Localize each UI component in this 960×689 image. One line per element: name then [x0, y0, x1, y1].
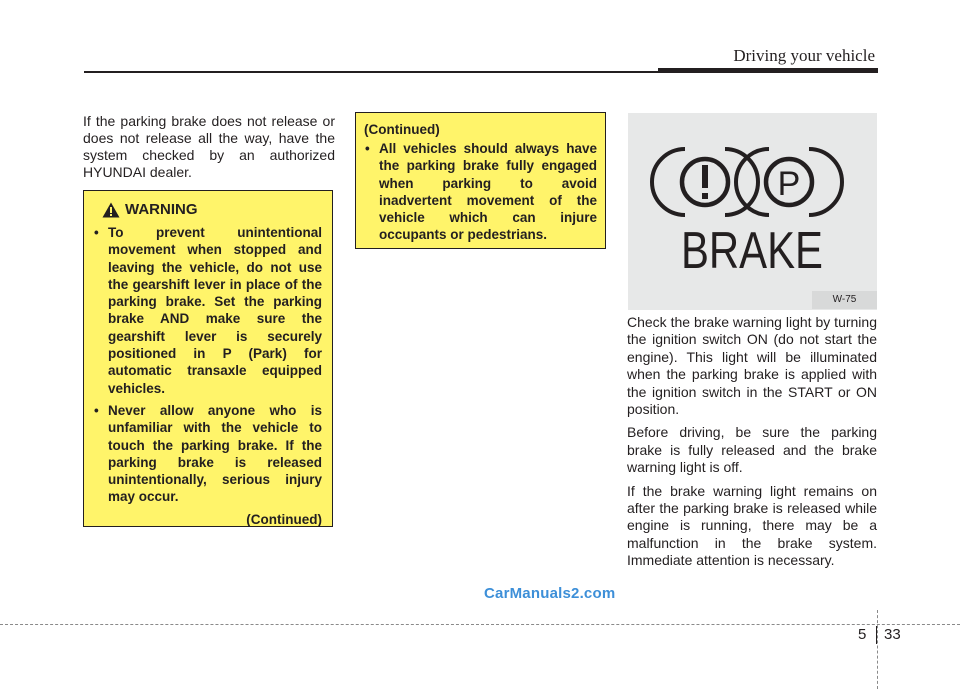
continued-note: (Continued): [246, 511, 322, 527]
warning-bullet: • All vehicles should always have the parking brake fully engaged when parking to avoid inadvertent movement of the vehicle which can injure occupants or pedestrians.: [364, 140, 597, 244]
warning-bullet: • To prevent unintentional movement when stopped and leaving the vehicle, do not use the gearshift lever in place of the parking brake. Set the parking brake AND make sure the gearshift lever is securely positioned in P (Park) for automatic transaxle equipped vehicles.: [93, 224, 322, 397]
warning-heading-text: WARNING: [125, 201, 198, 218]
footer-divider: [0, 624, 960, 625]
body-paragraph: Before driving, be sure the parking brake is fully released and the brake warning light is off.: [627, 424, 877, 476]
header-rule-accent: [658, 68, 878, 73]
footer-vertical-divider: [877, 610, 879, 689]
svg-text:P: P: [777, 165, 801, 203]
body-paragraph: If the brake warning light remains on after the parking brake is released while engine is running, there may be a malfunction in the brake system. Immediate attention is necessary.: [627, 482, 877, 569]
watermark-link[interactable]: CarManuals2.com: [484, 585, 616, 602]
brake-warning-light-figure: [628, 113, 877, 310]
chapter-number: 5: [858, 626, 867, 643]
body-paragraph: Check the brake warning light by turning the ignition switch ON (do not start the engine). This light will be illuminated when the parking brake is applied with the ignition switch in the START or ON position.: [627, 314, 877, 418]
page-number: 33: [884, 626, 901, 643]
warning-continued-box: [355, 112, 606, 249]
warning-triangle-icon: [102, 202, 120, 218]
warning-box: [83, 190, 333, 527]
page-number-separator: [876, 626, 877, 644]
warning-bullet: • Never allow anyone who is unfamiliar with the vehicle to touch the parking brake. If the parking brake is released unintentionally, serious injury may occur.: [93, 402, 322, 506]
brake-label: BRAKE: [681, 222, 823, 280]
figure-code: W-75: [812, 291, 877, 309]
intro-paragraph: If the parking brake does not release or does not release all the way, have the system checked by an authorized HYUNDAI dealer.: [83, 113, 335, 180]
section-title: Driving your vehicle: [733, 46, 875, 65]
continued-heading: (Continued): [364, 122, 440, 137]
header-rule: [84, 71, 660, 73]
brake-warning-icon: [628, 113, 877, 310]
warning-heading: [102, 201, 322, 218]
body-text: [627, 314, 877, 576]
